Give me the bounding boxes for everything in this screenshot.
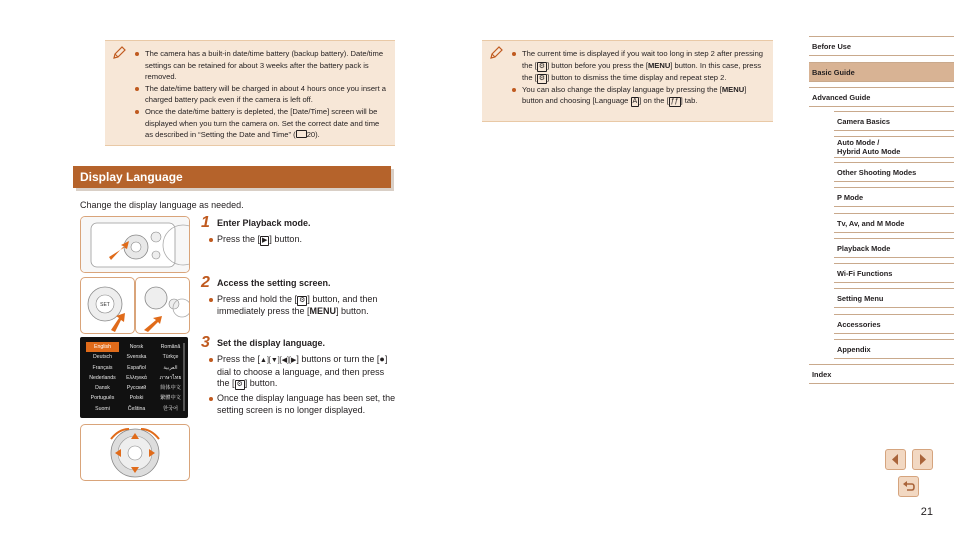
language-option: 한국어 bbox=[162, 405, 179, 412]
func-set-icon: ⚙ bbox=[538, 74, 546, 82]
func-set-icon: ⚙ bbox=[538, 62, 546, 70]
nav-wifi[interactable]: Wi-Fi Functions bbox=[834, 263, 954, 283]
language-option: Türkçe bbox=[162, 354, 179, 361]
nav-auto-mode[interactable]: Auto Mode / Hybrid Auto Mode bbox=[834, 136, 954, 158]
section-title: Display Language bbox=[73, 166, 391, 188]
return-button[interactable] bbox=[898, 476, 919, 497]
language-option: Ελληνικά bbox=[126, 374, 147, 381]
step-bullet: Press the [▲][▼][◀][▶] buttons or turn the [●] dial to choose a language, and then press the [ ⚙ ] button. bbox=[208, 354, 398, 390]
button-press-image-right bbox=[135, 277, 190, 334]
language-option: Русский bbox=[126, 385, 147, 392]
language-icon: A bbox=[632, 98, 638, 106]
note-item: The current time is displayed if you wait too long in step 2 after pressing the [ ⚙ ] button before you press the [MENU] button. In this case, press the [ ⚙ ] button to dismiss the time display and repeat step 2. bbox=[510, 48, 766, 84]
language-option: العربية bbox=[163, 364, 178, 371]
step-number: 2 bbox=[201, 274, 210, 291]
language-option: 简体中文 bbox=[160, 385, 181, 392]
nav-advanced-guide[interactable]: Advanced Guide bbox=[809, 87, 954, 107]
language-option: Deutsch bbox=[92, 354, 113, 361]
camera-back-image bbox=[80, 216, 190, 273]
note-box-right bbox=[482, 40, 773, 122]
language-option: Suomi bbox=[95, 405, 110, 412]
nav-p-mode[interactable]: P Mode bbox=[834, 187, 954, 207]
nav-index[interactable]: Index bbox=[809, 364, 954, 384]
nav-playback[interactable]: Playback Mode bbox=[834, 238, 954, 258]
language-option: Norsk bbox=[129, 344, 144, 350]
step-number: 3 bbox=[201, 334, 210, 351]
language-option: English bbox=[86, 342, 119, 352]
book-icon bbox=[296, 130, 307, 138]
language-option: Svenska bbox=[126, 354, 147, 361]
step-title: Access the setting screen. bbox=[217, 278, 331, 288]
note-box-left bbox=[105, 40, 395, 146]
next-page-button[interactable] bbox=[912, 449, 933, 470]
note-item: The date/time battery will be charged in about 4 hours once you insert a charged battery pack even if the camera is left off. bbox=[133, 83, 389, 106]
nav-before-use[interactable]: Before Use bbox=[809, 36, 954, 56]
nav-setting-menu[interactable]: Setting Menu bbox=[834, 288, 954, 308]
nav-other-shooting[interactable]: Other Shooting Modes bbox=[834, 162, 954, 182]
pencil-icon bbox=[488, 45, 504, 61]
note-item: You can also change the display language by pressing the [MENU] button and choosing [Language A ] on the [ ƒƒ ] tab. bbox=[510, 84, 766, 108]
func-set-icon: ⚙ bbox=[236, 381, 243, 389]
language-option: Português bbox=[90, 395, 115, 402]
language-option: Français bbox=[92, 364, 113, 371]
language-option: 繁體中文 bbox=[160, 395, 181, 402]
button-press-image-left bbox=[80, 277, 135, 334]
language-option: Română bbox=[160, 344, 181, 350]
arrow-right-icon bbox=[913, 450, 932, 469]
language-grid bbox=[86, 342, 187, 414]
step-bullets bbox=[208, 234, 398, 246]
step-bullets bbox=[208, 294, 398, 318]
step-bullet: Press the [ ▶ ] button. bbox=[208, 234, 398, 246]
step-title: Set the display language. bbox=[217, 338, 326, 348]
prev-page-button[interactable] bbox=[885, 449, 906, 470]
nav-camera-basics[interactable]: Camera Basics bbox=[834, 111, 954, 131]
pencil-icon bbox=[111, 45, 127, 61]
func-set-icon: ⚙ bbox=[299, 297, 306, 304]
note-item: Once the date/time battery is depleted, the [Date/Time] screen will be displayed when you turn the camera on. Set the correct date and time as described in “Setting the Date and Time” ( 20). bbox=[133, 106, 389, 141]
return-icon bbox=[899, 477, 918, 496]
step-title: Enter Playback mode. bbox=[217, 218, 311, 228]
svg-text:SET: SET bbox=[100, 302, 110, 308]
step-number: 1 bbox=[201, 214, 210, 231]
playback-icon: ▶ bbox=[262, 237, 268, 244]
menu-icon: MENU bbox=[647, 60, 671, 70]
language-option: Čeština bbox=[127, 405, 146, 412]
setup-tab-icon: ƒƒ bbox=[670, 98, 679, 106]
nav-tv-av-m[interactable]: Tv, Av, and M Mode bbox=[834, 213, 954, 233]
page-number: 21 bbox=[920, 506, 933, 518]
arrow-buttons-icon: ▲][▼][◀][▶ bbox=[260, 357, 297, 364]
language-option: Dansk bbox=[95, 385, 110, 392]
note-item: The camera has a built-in date/time battery (backup battery). Date/time settings can be retained for about 3 weeks after the battery pack is removed. bbox=[133, 48, 389, 83]
control-dial-image bbox=[80, 424, 190, 481]
step-bullets bbox=[208, 354, 398, 416]
language-option: Nederlands bbox=[89, 374, 116, 381]
language-option: ภาษาไทย bbox=[159, 374, 182, 381]
nav-basic-guide[interactable]: Basic Guide bbox=[809, 62, 954, 82]
language-screen-image bbox=[80, 337, 188, 418]
section-intro: Change the display language as needed. bbox=[80, 200, 244, 210]
step-bullet: Once the display language has been set, the setting screen is no longer displayed. bbox=[208, 393, 398, 416]
scrollbar-icon bbox=[183, 343, 185, 411]
dial-icon: ● bbox=[379, 354, 385, 364]
menu-icon: MENU bbox=[309, 306, 337, 316]
language-option: Polski bbox=[129, 395, 144, 402]
step-bullet: Press and hold the [ ⚙ ] button, and then immediately press the [MENU] button. bbox=[208, 294, 398, 318]
arrow-left-icon bbox=[886, 450, 905, 469]
nav-appendix[interactable]: Appendix bbox=[834, 339, 954, 359]
nav-accessories[interactable]: Accessories bbox=[834, 314, 954, 334]
language-option: Español bbox=[127, 364, 146, 371]
menu-icon: MENU bbox=[721, 84, 745, 94]
